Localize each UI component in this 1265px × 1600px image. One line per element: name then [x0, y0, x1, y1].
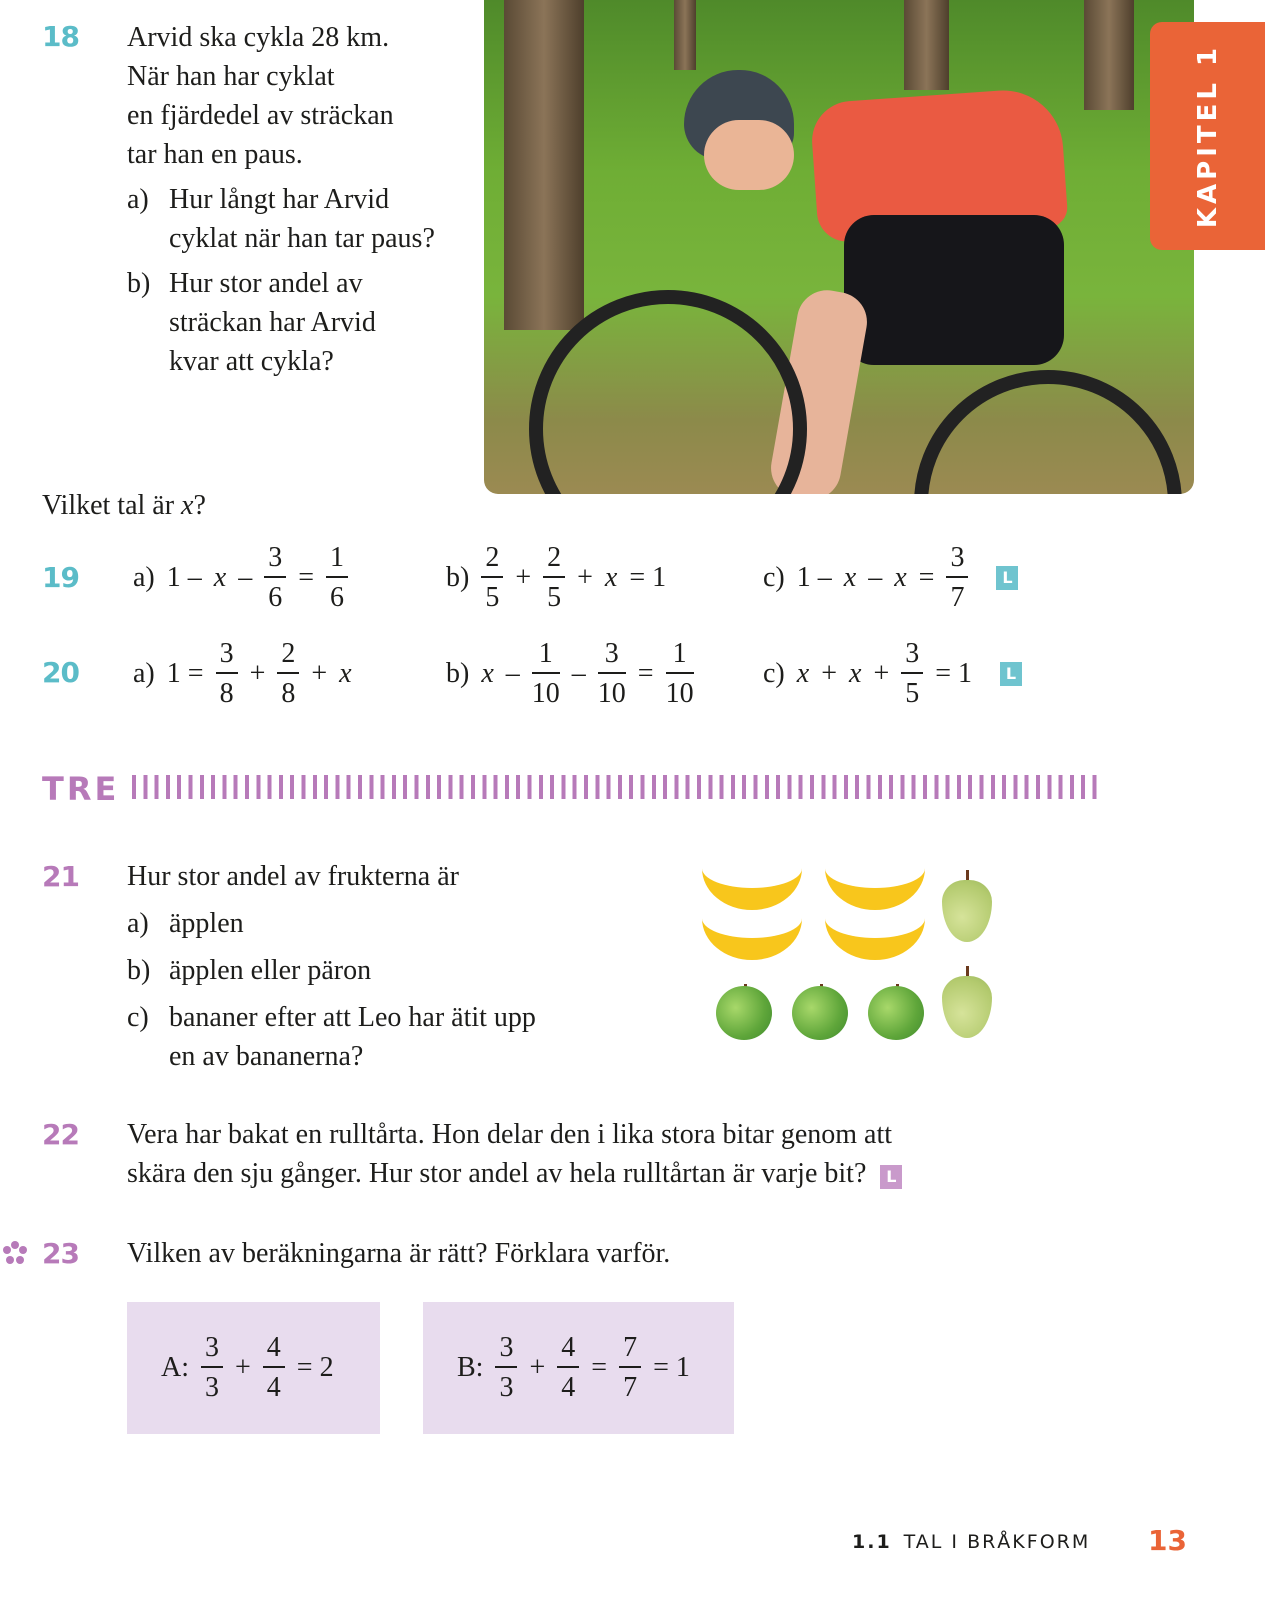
calculation-box-b: [423, 1302, 734, 1434]
pear-icon: [942, 976, 992, 1038]
fraction: $\frac{4}{4}$: [263, 1334, 285, 1402]
fraction: $\frac{3}{8}$: [216, 640, 238, 708]
part-label: c): [763, 657, 785, 689]
operator: +: [515, 561, 532, 593]
problem-18-part-b: [127, 264, 487, 381]
operator: +: [311, 657, 328, 689]
problem-22-number: 22: [42, 1118, 79, 1151]
section-number: 1.1: [852, 1531, 892, 1553]
fraction: $\frac{2}{8}$: [277, 640, 299, 708]
problem-22-line: skära den sju gånger. Hur stor andel av hela rulltårtan är varje bit?: [127, 1158, 867, 1189]
part-line: cyklat när han tar paus?: [169, 223, 435, 254]
part-label: a): [127, 184, 149, 215]
operator: =: [298, 561, 314, 593]
problem-18-line: tar han en paus.: [127, 139, 303, 170]
operator: –: [505, 657, 520, 689]
variable-x: x: [213, 561, 227, 593]
fraction: $\frac{3}{3}$: [201, 1334, 223, 1402]
part-line: Hur långt har Arvid: [169, 184, 390, 215]
chapter-tab-label: KAPITEL 1: [1192, 43, 1223, 229]
rhs: = 1: [653, 1352, 690, 1383]
variable-x: x: [849, 657, 862, 689]
rhs: = 1: [935, 657, 973, 689]
part-label: a): [133, 657, 155, 689]
problem-20b: [440, 640, 700, 708]
operator: =: [591, 1352, 608, 1383]
solution-badge: L: [1000, 662, 1022, 686]
fraction: $\frac{2}{5}$: [481, 544, 503, 612]
solution-badge: L: [996, 566, 1018, 590]
operator: –: [571, 657, 586, 689]
operator: =: [918, 561, 935, 593]
section-title: TAL I BRÅKFORM: [903, 1531, 1091, 1553]
banana-icon: [825, 910, 925, 960]
problem-21-part-a: [127, 904, 647, 943]
problem-18-line: När han har cyklat: [127, 61, 335, 92]
fraction: $\frac{4}{4}$: [557, 1334, 579, 1402]
instruction-text-end: ?: [193, 490, 206, 521]
banana-icon: [702, 860, 802, 910]
problem-20c: [757, 640, 1022, 708]
part-line: äpplen eller päron: [169, 955, 372, 986]
problem-18-number: 18: [42, 20, 79, 53]
instruction-var: x: [181, 490, 194, 521]
chapter-tab: [1150, 22, 1265, 250]
operator: +: [577, 561, 593, 593]
variable-x: x: [481, 657, 494, 689]
fraction: $\frac{2}{5}$: [543, 544, 565, 612]
part-line: en av bananerna?: [169, 1041, 364, 1072]
operator: +: [529, 1352, 546, 1383]
pear-icon: [942, 880, 992, 942]
problem-23-question: Vilken av beräkningarna är rätt? Förklara varför.: [127, 1238, 671, 1269]
problem-18-line: en fjärdedel av sträckan: [127, 100, 394, 131]
instruction-text: Vilket tal är: [42, 490, 182, 521]
term: 1 =: [166, 657, 204, 689]
variable-x: x: [894, 561, 907, 593]
banana-icon: [702, 910, 802, 960]
operator: +: [249, 657, 266, 689]
solution-badge: L: [880, 1165, 902, 1189]
banana-icon: [825, 860, 925, 910]
part-line: bananer efter att Leo har ätit upp: [169, 1002, 536, 1033]
variable-x: x: [796, 657, 810, 689]
variable-x: x: [604, 561, 618, 593]
problem-22-line: Vera har bakat en rulltårta. Hon delar den i lika stora bitar genom att: [127, 1119, 893, 1150]
box-label: B:: [457, 1352, 484, 1383]
operator: –: [868, 561, 883, 593]
part-label: b): [446, 657, 470, 689]
fruit-illustration: [690, 850, 1010, 1050]
page-number: 13: [1148, 1524, 1187, 1557]
rhs: = 2: [296, 1352, 334, 1383]
problem-18-text: [127, 18, 487, 381]
fraction: $\frac{3}{5}$: [901, 640, 923, 708]
apple-icon: [716, 986, 772, 1040]
part-label: a): [133, 561, 155, 593]
variable-x: x: [843, 561, 857, 593]
part-line: sträckan har Arvid: [169, 307, 376, 338]
problem-19-number: 19: [42, 561, 79, 594]
operator: +: [235, 1352, 251, 1383]
part-label: b): [446, 561, 470, 593]
part-label: b): [127, 268, 151, 299]
photo-cyclist: [484, 0, 1194, 494]
calculation-a: [155, 1334, 340, 1402]
problem-21-text: [127, 857, 647, 1076]
fraction: $\frac{3}{10}$: [597, 638, 626, 709]
problem-21-part-c: [127, 998, 647, 1076]
problem-21-part-b: [127, 951, 647, 990]
apple-icon: [792, 986, 848, 1040]
instruction: [42, 486, 206, 525]
part-label: c): [127, 1002, 149, 1033]
problem-21-question: Hur stor andel av frukterna är: [127, 861, 459, 892]
problem-20-number: 20: [42, 656, 79, 689]
footer-section: [852, 1531, 1090, 1553]
part-label: b): [127, 955, 151, 986]
fraction: $\frac{1}{6}$: [326, 544, 348, 612]
problem-21-number: 21: [42, 860, 79, 893]
fraction: $\frac{3}{6}$: [264, 544, 286, 612]
problem-23-number: 23: [42, 1237, 79, 1270]
term: 1 –: [796, 561, 832, 593]
problem-18-line: Arvid ska cykla 28 km.: [127, 22, 390, 53]
problem-19a: [127, 544, 354, 612]
fraction: $\frac{1}{10}$: [665, 638, 694, 709]
level-label: TRE: [42, 770, 120, 808]
part-line: Hur stor andel av: [169, 268, 363, 299]
problem-18-part-a: [127, 180, 487, 258]
box-label: A:: [161, 1352, 189, 1383]
operator: +: [821, 657, 837, 689]
part-line: äpplen: [169, 908, 244, 939]
calculation-b: [451, 1334, 696, 1402]
problem-19c: [757, 544, 1018, 612]
apple-icon: [868, 986, 924, 1040]
fraction: $\frac{3}{3}$: [495, 1334, 517, 1402]
fraction: $\frac{7}{7}$: [619, 1334, 641, 1402]
operator: –: [238, 561, 253, 593]
rhs: = 1: [629, 561, 667, 593]
calculation-box-a: [127, 1302, 380, 1434]
level-stripes: [132, 775, 1100, 799]
problem-22-text: [127, 1115, 1027, 1193]
operator: =: [637, 657, 654, 689]
flower-icon: [2, 1240, 28, 1266]
part-line: kvar att cykla?: [169, 346, 334, 377]
part-label: a): [127, 908, 149, 939]
fraction: $\frac{3}{7}$: [946, 544, 968, 612]
variable-x: x: [339, 657, 352, 689]
term: 1 –: [166, 561, 202, 593]
problem-20a: [127, 640, 358, 708]
fraction: $\frac{1}{10}$: [531, 638, 560, 709]
part-label: c): [763, 561, 785, 593]
operator: +: [873, 657, 890, 689]
problem-19b: [440, 544, 672, 612]
